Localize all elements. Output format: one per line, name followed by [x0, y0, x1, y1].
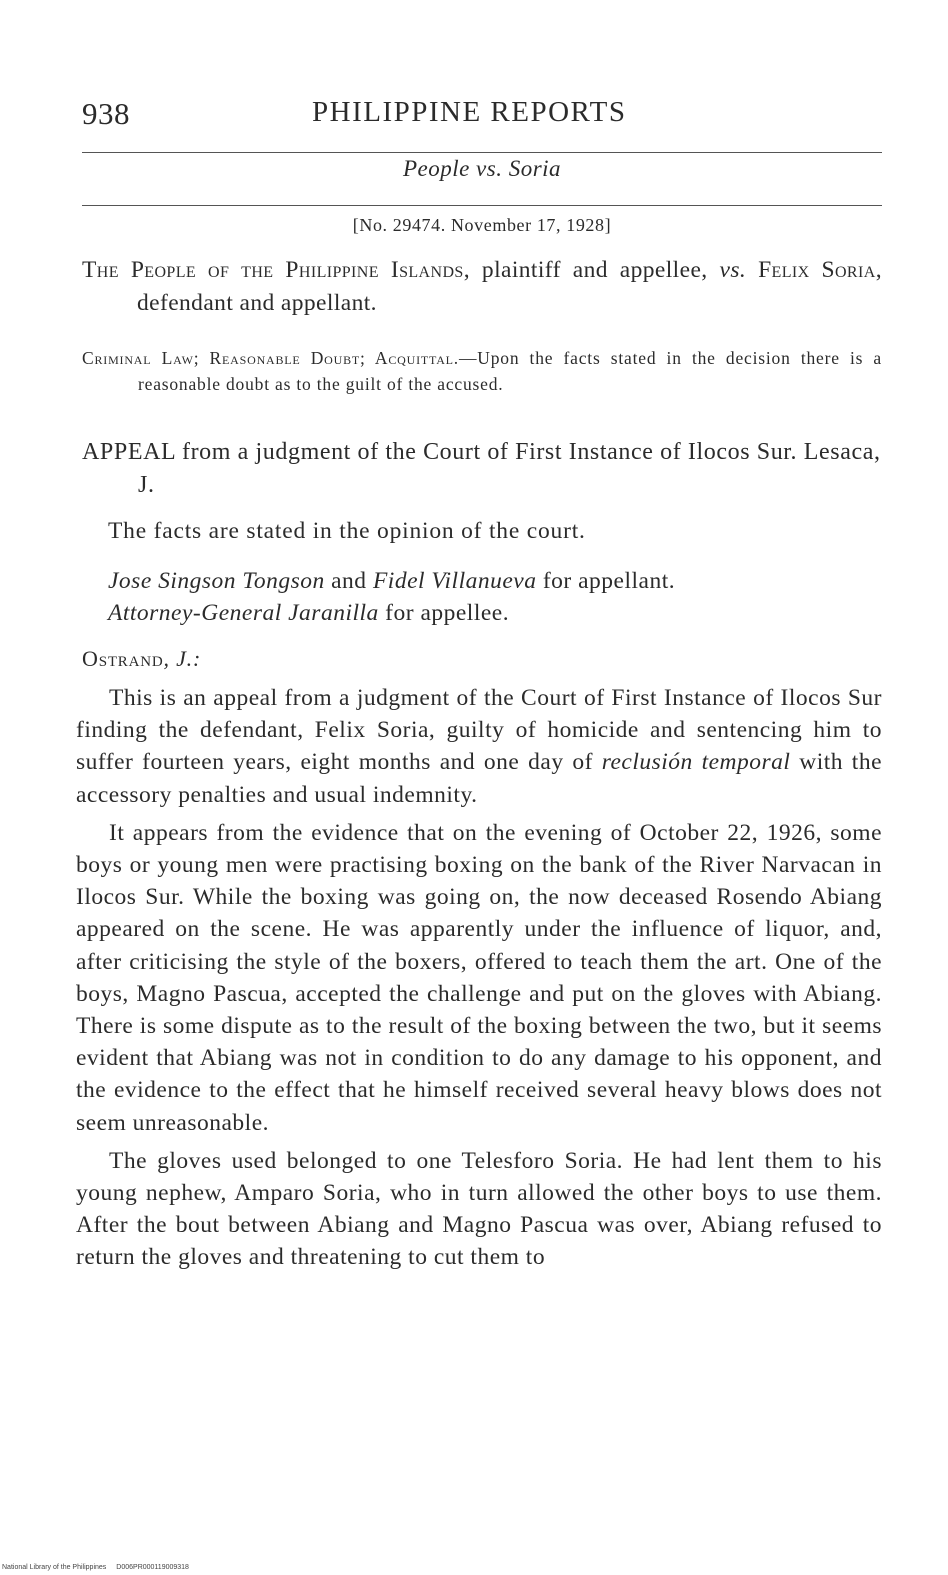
- opinion-body: [76, 682, 882, 1274]
- facts-statement: The facts are stated in the opinion of the court.: [108, 518, 586, 544]
- appeal-text: from a judgment of the Court of First Instance of Ilocos Sur.: [175, 439, 804, 465]
- for-appellant: for appellant.: [536, 568, 676, 594]
- defendant-role: , defendant and appellant.: [137, 257, 882, 316]
- plaintiff-name: The People of the Philippine Islands: [82, 257, 464, 283]
- trial-judge: Lesaca, J.: [138, 439, 881, 498]
- case-parties: [82, 254, 882, 320]
- defendant-name: Felix Soria: [758, 257, 876, 283]
- header-rule-bottom: [82, 205, 882, 206]
- counsel-and: and: [324, 568, 373, 594]
- scan-code: D006PR000119009318: [116, 1564, 189, 1571]
- page-number: 938: [82, 96, 130, 131]
- author-suffix: , J.:: [163, 646, 202, 671]
- plaintiff-role: , plaintiff and appellee,: [463, 257, 720, 283]
- appellant-counsel-line: [108, 565, 882, 597]
- appellee-counsel-line: [108, 597, 882, 629]
- p1-italic: reclusión temporal: [601, 749, 791, 776]
- syllabus-topics: Criminal Law; Reasonable Doubt; Acquittal.: [82, 348, 459, 368]
- author-name: Ostrand: [82, 646, 164, 671]
- docket-line: [No. 29474. November 17, 1928]: [352, 215, 612, 235]
- opinion-paragraph-3: The gloves used belonged to one Telesforo Soria. He had lent them to his young nephew, Amparo Soria, who in turn allowed the other boys to use them. After the bout between Abiang and Magno Pascua was over, Abiang refused to return the gloves and threatening to cut them to: [76, 1147, 882, 1271]
- syllabus-text: —Upon the facts stated in the decision there is a reasonable doubt as to the guilt of the accused.: [138, 348, 883, 394]
- opinion-author: [82, 646, 201, 672]
- appeal-statement: [82, 436, 882, 502]
- opinion-paragraph-1: [76, 682, 882, 811]
- page-header: [82, 96, 882, 136]
- counsel-block: [108, 565, 882, 629]
- p1-text-b: with the accessory penalties and usual indemnity.: [76, 749, 883, 808]
- scan-credit: [2, 1564, 189, 1571]
- appellee-counsel: Attorney-General Jaranilla: [108, 600, 379, 626]
- header-rule-top: [82, 152, 882, 153]
- appellant-counsel-2: Fidel Villanueva: [372, 568, 537, 594]
- running-title: PHILIPPINE REPORTS: [312, 96, 627, 128]
- p1-text-a: This is an appeal from a judgment of the Court of First Instance of Ilocos Sur finding the defendant, Felix Soria, guilty of homicide and sentencing him to suffer fourteen years, eight months and one day of: [76, 685, 882, 776]
- library-name: National Library of the Philippines: [2, 1564, 107, 1571]
- versus: vs.: [719, 257, 747, 283]
- for-appellee: for appellee.: [378, 600, 510, 626]
- appeal-lead: APPEAL: [82, 439, 176, 465]
- case-short-title: People vs. Soria: [402, 156, 562, 181]
- opinion-paragraph-2: It appears from the evidence that on the evening of October 22, 1926, some boys or young men were practising boxing on the bank of the River Narvacan in Ilocos Sur. While the boxing was going on, the now deceased Rosendo Abiang appeared on the scene. He was apparently under the influence of liquor, and, after criticising the style of the boxers, offered to teach them the art. One of the boys, Magno Pascua, accepted the challenge and put on the gloves with Abiang. There is some dispute as to the result of the boxing between the two, but it seems evident that Abiang was not in condition to do any damage to his opponent, and the evidence to the effect that he himself received several heavy blows does not seem unreasonable.: [76, 819, 882, 1136]
- appellant-counsel-1: Jose Singson Tongson: [108, 568, 325, 594]
- syllabus: [82, 345, 882, 397]
